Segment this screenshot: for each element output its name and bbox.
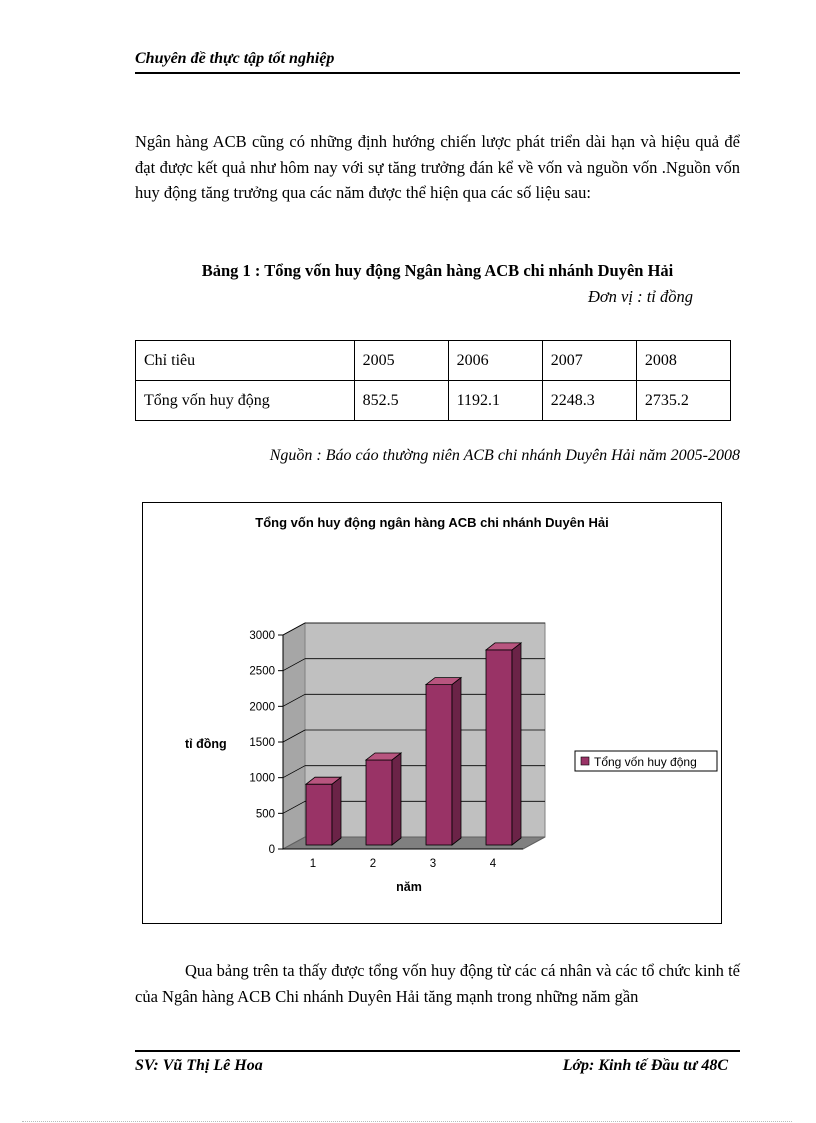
header-title: Chuyên đề thực tập tốt nghiệp bbox=[135, 50, 335, 67]
legend-swatch bbox=[581, 757, 589, 765]
x-tick-label: 1 bbox=[309, 858, 317, 870]
x-axis-label: năm bbox=[396, 880, 422, 894]
bar-side bbox=[512, 643, 521, 845]
x-tick-label: 2 bbox=[369, 858, 377, 870]
table-title: Bảng 1 : Tổng vốn huy động Ngân hàng ACB chi nhánh Duyên Hải bbox=[201, 261, 674, 280]
table-header-cell: Chỉ tiêu bbox=[136, 341, 355, 381]
x-tick-label: 3 bbox=[429, 858, 437, 870]
intro-paragraph: Ngân hàng ACB cũng có những định hướng chiến lược phát triển dài hạn và hiệu quả để đạt được kết quả như hôm nay với sự tăng trưởng đán kể về vốn và nguồn vốn .Nguồn vốn huy động tăng trưởng qua các năm được thể hiện qua các số liệu sau: bbox=[135, 132, 740, 202]
table-header-cell: 2007 bbox=[542, 341, 636, 381]
table-cell: 2735.2 bbox=[636, 381, 730, 421]
bar-side bbox=[332, 777, 341, 845]
table-cell: 2248.3 bbox=[542, 381, 636, 421]
y-tick-label: 1000 bbox=[249, 772, 275, 785]
footer-student: SV: Vũ Thị Lê Hoa bbox=[135, 1057, 263, 1074]
chart-container bbox=[142, 502, 722, 924]
y-tick-label: 3000 bbox=[249, 630, 275, 642]
y-tick-label: 2000 bbox=[249, 701, 275, 714]
bar bbox=[366, 760, 392, 845]
table-unit: Đơn vị : tỉ đồng bbox=[587, 287, 693, 306]
bar bbox=[306, 784, 332, 845]
y-tick-label: 1500 bbox=[249, 737, 275, 749]
footer-class: Lớp: Kinh tế Đầu tư 48C bbox=[562, 1057, 728, 1074]
table-header-row bbox=[136, 341, 731, 381]
closing-paragraph: Qua bảng trên ta thấy được tổng vốn huy động từ các cá nhân và các tổ chức kinh tế của Ngân hàng ACB Chi nhánh Duyên Hải tăng mạnh trong những năm gần bbox=[135, 961, 740, 1006]
bar-side bbox=[392, 753, 401, 845]
bar bbox=[426, 685, 452, 845]
table-header-cell: 2005 bbox=[354, 341, 448, 381]
table-cell: 852.5 bbox=[354, 381, 448, 421]
bar bbox=[486, 650, 512, 845]
page-bottom-border bbox=[22, 1121, 792, 1122]
page-header bbox=[135, 48, 740, 74]
table-row bbox=[136, 381, 731, 421]
table-cell: 1192.1 bbox=[448, 381, 542, 421]
y-tick-label: 500 bbox=[255, 808, 275, 821]
table-source: Nguồn : Báo cáo thường niên ACB chi nhánh Duyên Hải năm 2005-2008 bbox=[269, 447, 740, 464]
chart-title: Tổng vốn huy động ngân hàng ACB chi nhánh Duyên Hải bbox=[255, 515, 609, 530]
table-cell: Tổng vốn huy động bbox=[136, 381, 355, 421]
table-header-cell: 2006 bbox=[448, 341, 542, 381]
bar-side bbox=[452, 678, 461, 845]
bar-chart bbox=[143, 503, 721, 923]
y-tick-label: 2500 bbox=[249, 665, 275, 678]
y-tick-label: 0 bbox=[268, 844, 275, 856]
page-footer bbox=[135, 1050, 740, 1082]
y-axis-label: tỉ đồng bbox=[185, 737, 227, 751]
x-tick-label: 4 bbox=[489, 858, 497, 870]
table-header-cell: 2008 bbox=[636, 341, 730, 381]
data-table bbox=[135, 340, 731, 421]
legend-label: Tổng vốn huy động bbox=[594, 755, 697, 769]
